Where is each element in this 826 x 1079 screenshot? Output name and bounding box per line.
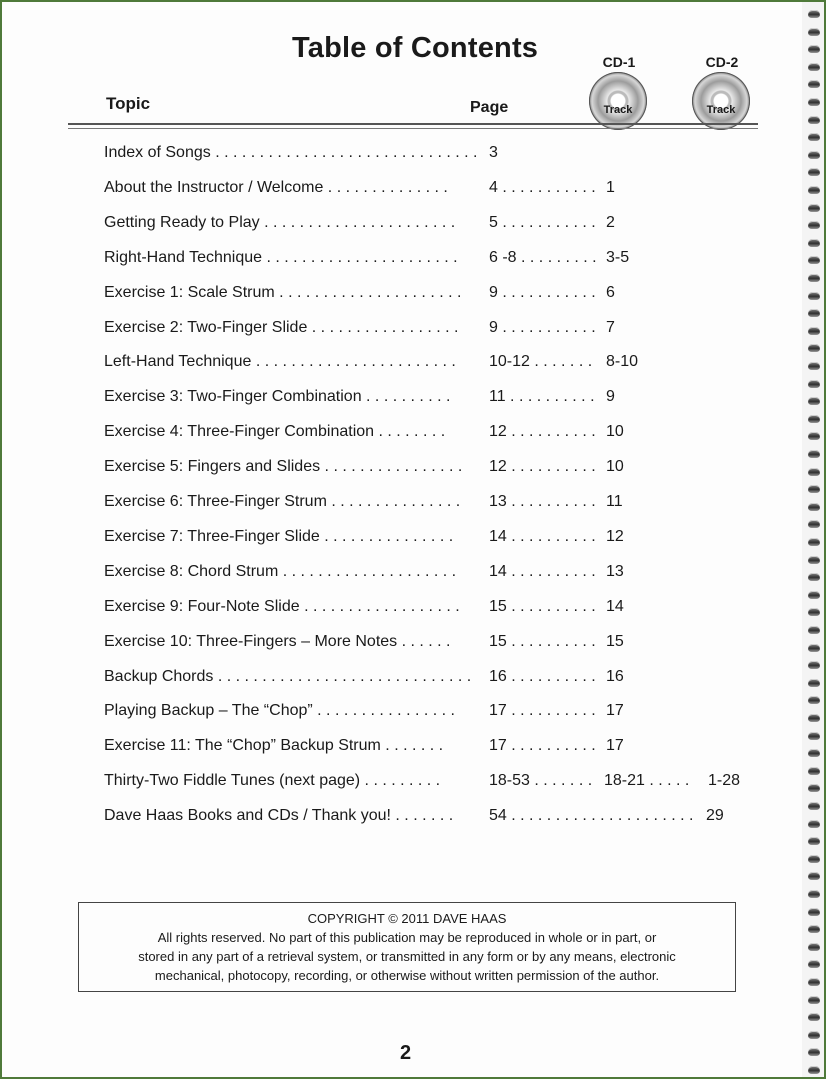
toc-row — [2, 144, 782, 166]
toc-page: 10-12 . . . . . . . — [489, 353, 593, 371]
spiral-binding-coil-icon — [808, 485, 820, 493]
toc-page: 18-53 . . . . . . . — [489, 772, 593, 790]
spiral-binding-coil-icon — [808, 1048, 820, 1056]
toc-row — [2, 563, 782, 585]
toc-page: 11 . . . . . . . . . . — [489, 388, 595, 406]
toc-page: 14 . . . . . . . . . . — [489, 562, 596, 580]
toc-row — [2, 423, 782, 445]
spiral-binding-coil-icon — [808, 204, 820, 212]
toc-row — [2, 737, 782, 759]
cd1-label: CD-1 — [602, 54, 636, 70]
toc-topic: Exercise 4: Three-Finger Combination . . . . . . . . — [104, 423, 446, 441]
toc-topic: Exercise 10: Three-Fingers – More Notes . . . . . . — [104, 632, 451, 650]
copyright-notice-line: All rights reserved. No part of this publication may be reproduced in whole or in part, or — [157, 930, 657, 945]
toc-row — [2, 702, 782, 724]
spiral-binding-coil-icon — [808, 749, 820, 757]
toc-page: 9 . . . . . . . . . . . — [489, 318, 596, 336]
spiral-binding-coil-icon — [808, 98, 820, 106]
spiral-binding-coil-icon — [808, 10, 820, 18]
toc-cd1-track: 12 — [606, 527, 624, 545]
spiral-binding-coil-icon — [808, 626, 820, 634]
toc-topic: Backup Chords . . . . . . . . . . . . . . . . . . . . . . . . . . . . . — [104, 667, 472, 685]
copyright-notice-line: mechanical, photocopy, recording, or otherwise without written permission of the author. — [154, 968, 660, 983]
toc-row — [2, 528, 782, 550]
spiral-binding-coil-icon — [808, 151, 820, 159]
toc-row — [2, 179, 782, 201]
toc-topic: Exercise 9: Four-Note Slide . . . . . . . . . . . . . . . . . . — [104, 597, 460, 615]
toc-cd1-track: 18-21 . . . . . — [604, 772, 690, 790]
spiral-binding-coil-icon — [808, 133, 820, 141]
spiral-binding-coil-icon — [808, 116, 820, 124]
toc-row — [2, 633, 782, 655]
toc-row — [2, 772, 782, 794]
spiral-binding-coil-icon — [808, 1031, 820, 1039]
toc-topic: Playing Backup – The “Chop” . . . . . . . . . . . . . . . . — [104, 702, 455, 720]
spiral-binding-coil-icon — [808, 415, 820, 423]
copyright-line: COPYRIGHT © 2011 DAVE HAAS — [307, 911, 507, 926]
toc-cd1-track: 8-10 — [606, 353, 639, 371]
spiral-binding-coil-icon — [808, 80, 820, 88]
spiral-binding-coil-icon — [808, 820, 820, 828]
spiral-binding-coil-icon — [808, 556, 820, 564]
toc-page: 4 . . . . . . . . . . . — [489, 178, 596, 196]
toc-row — [2, 284, 782, 306]
spiral-binding-coil-icon — [808, 538, 820, 546]
toc-page: 5 . . . . . . . . . . . — [489, 213, 596, 231]
toc-row — [2, 807, 782, 829]
toc-row — [2, 214, 782, 236]
header-rule-thick — [68, 123, 758, 125]
toc-cd1-track: 17 — [606, 737, 624, 755]
toc-cd1-track: 3-5 — [606, 248, 630, 266]
page-title: Table of Contents — [292, 32, 539, 64]
spiral-binding-coil-icon — [808, 28, 820, 36]
toc-cd1-track: 2 — [606, 213, 615, 231]
toc-page: 14 . . . . . . . . . . — [489, 527, 596, 545]
spiral-binding-coil-icon — [808, 1013, 820, 1021]
spiral-binding-coil-icon — [808, 696, 820, 704]
toc-topic: Thirty-Two Fiddle Tunes (next page) . . . . . . . . . — [104, 772, 441, 790]
toc-topic: Getting Ready to Play . . . . . . . . . . . . . . . . . . . . . . — [104, 213, 456, 231]
spiral-binding-coil-icon — [808, 221, 820, 229]
toc-row — [2, 249, 782, 271]
toc-row — [2, 598, 782, 620]
spiral-binding-coil-icon — [808, 239, 820, 247]
toc-cd1-track: 10 — [606, 458, 624, 476]
toc-cd1-track: 15 — [606, 632, 624, 650]
toc-cd2-track: 29 — [706, 807, 724, 825]
toc-row — [2, 319, 782, 341]
toc-page: 17 . . . . . . . . . . — [489, 702, 596, 720]
toc-topic: Left-Hand Technique . . . . . . . . . . . . . . . . . . . . . . . — [104, 353, 456, 371]
toc-row — [2, 353, 782, 375]
toc-cd1-track: 1 — [606, 178, 615, 196]
spiral-binding-coil-icon — [808, 573, 820, 581]
topic-column-header: Topic — [106, 94, 151, 113]
toc-topic: Exercise 1: Scale Strum . . . . . . . . . . . . . . . . . . . . . — [104, 283, 462, 301]
spiral-binding-coil-icon — [808, 890, 820, 898]
spiral-binding-coil-icon — [808, 591, 820, 599]
toc-topic: Exercise 8: Chord Strum . . . . . . . . . . . . . . . . . . . . — [104, 562, 457, 580]
toc-cd1-track: 10 — [606, 423, 624, 441]
toc-topic: Exercise 6: Three-Finger Strum . . . . . . . . . . . . . . . — [104, 493, 461, 510]
cd-disc-icon — [692, 72, 750, 130]
spiral-binding-coil-icon — [808, 855, 820, 863]
toc-topic: Exercise 3: Two-Finger Combination . . . . . . . . . . — [104, 388, 451, 406]
spiral-binding-coil-icon — [808, 256, 820, 264]
spiral-binding-coil-icon — [808, 450, 820, 458]
document-page — [2, 2, 802, 1077]
toc-topic: Exercise 2: Two-Finger Slide . . . . . . . . . . . . . . . . . — [104, 318, 459, 336]
cd2-header — [692, 54, 764, 134]
toc-topic: Exercise 7: Three-Finger Slide . . . . . . . . . . . . . . . — [104, 527, 454, 545]
spiral-binding-coil-icon — [808, 362, 820, 370]
toc-page: 13 . . . . . . . . . . — [489, 493, 596, 510]
toc-row — [2, 458, 782, 480]
spiral-binding-coil-icon — [808, 274, 820, 282]
toc-page: 3 — [489, 144, 498, 161]
cd1-header — [589, 54, 661, 134]
spiral-binding-coil-icon — [808, 309, 820, 317]
spiral-binding-coil-icon — [808, 292, 820, 300]
spiral-binding-coil-icon — [808, 925, 820, 933]
toc-topic: Index of Songs . . . . . . . . . . . . . . . . . . . . . . . . . . . . . . — [104, 144, 478, 161]
spiral-binding-coil-icon — [808, 908, 820, 916]
toc-cd1-track: 11 — [606, 493, 623, 510]
spiral-binding-coil-icon — [808, 802, 820, 810]
toc-row — [2, 388, 782, 410]
toc-page: 17 . . . . . . . . . . — [489, 737, 596, 755]
cd2-label: CD-2 — [705, 54, 739, 70]
spiral-binding-coil-icon — [808, 520, 820, 528]
page-column-header: Page — [470, 99, 509, 116]
toc-cd1-track: 6 — [606, 283, 615, 301]
spiral-binding-coil-icon — [808, 960, 820, 968]
spiral-binding-coil-icon — [808, 644, 820, 652]
spiral-binding-coil-icon — [808, 996, 820, 1004]
toc-row — [2, 493, 782, 515]
spiral-binding-coil-icon — [808, 344, 820, 352]
spiral-binding-coil-icon — [808, 45, 820, 53]
spiral-binding-coil-icon — [808, 978, 820, 986]
toc-page: 54 . . . . . . . . . . . . . . . . . . . . . — [489, 807, 694, 825]
spiral-binding-coil-icon — [808, 943, 820, 951]
toc-cd1-track: 14 — [606, 597, 624, 615]
toc-page: 15 . . . . . . . . . . — [489, 632, 596, 650]
spiral-binding-coil-icon — [808, 468, 820, 476]
spiral-binding-coil-icon — [808, 714, 820, 722]
toc-topic: Exercise 5: Fingers and Slides . . . . . . . . . . . . . . . . — [104, 458, 463, 476]
toc-row — [2, 668, 782, 690]
toc-page: 9 . . . . . . . . . . . — [489, 283, 596, 301]
spiral-binding-coil-icon — [808, 432, 820, 440]
copyright-box — [78, 902, 736, 992]
spiral-binding-coil-icon — [808, 767, 820, 775]
toc-page: 6 -8 . . . . . . . . . — [489, 248, 597, 266]
cd2-track-label: Track — [706, 104, 736, 116]
spiral-binding-coil-icon — [808, 784, 820, 792]
toc-topic: About the Instructor / Welcome . . . . . . . . . . . . . . — [104, 178, 448, 196]
toc-topic: Right-Hand Technique . . . . . . . . . . . . . . . . . . . . . . — [104, 248, 458, 266]
cd1-track-label: Track — [603, 104, 633, 116]
toc-topic: Exercise 11: The “Chop” Backup Strum . . . . . . . — [104, 737, 444, 755]
spiral-binding-coil-icon — [808, 732, 820, 740]
toc-page: 16 . . . . . . . . . . — [489, 667, 596, 685]
spiral-binding-coil-icon — [808, 397, 820, 405]
toc-cd1-track: 16 — [606, 667, 624, 685]
toc-topic: Dave Haas Books and CDs / Thank you! . . . . . . . — [104, 807, 454, 825]
cd-disc-icon — [589, 72, 647, 130]
spiral-binding-coil-icon — [808, 608, 820, 616]
toc-page: 12 . . . . . . . . . . — [489, 458, 596, 476]
spiral-binding-coil-icon — [808, 872, 820, 880]
toc-page: 12 . . . . . . . . . . — [489, 423, 596, 441]
spiral-binding-coil-icon — [808, 837, 820, 845]
spiral-binding — [802, 2, 824, 1077]
toc-cd1-track: 9 — [606, 388, 615, 406]
spiral-binding-coil-icon — [808, 327, 820, 335]
toc-cd1-track: 13 — [606, 562, 624, 580]
spiral-binding-coil-icon — [808, 168, 820, 176]
spiral-binding-coil-icon — [808, 186, 820, 194]
copyright-notice-line: stored in any part of a retrieval system, or transmitted in any form or by any means, electronic — [138, 949, 676, 964]
header-rule-thin — [68, 128, 758, 129]
spiral-binding-coil-icon — [808, 1066, 820, 1074]
page-number: 2 — [400, 1042, 412, 1064]
toc-cd1-track: 7 — [606, 318, 615, 336]
spiral-binding-coil-icon — [808, 63, 820, 71]
spiral-binding-coil-icon — [808, 661, 820, 669]
spiral-binding-coil-icon — [808, 380, 820, 388]
spiral-binding-coil-icon — [808, 679, 820, 687]
toc-cd2-track: 1-28 — [708, 772, 741, 790]
spiral-binding-coil-icon — [808, 503, 820, 511]
toc-page: 15 . . . . . . . . . . — [489, 597, 596, 615]
toc-cd1-track: 17 — [606, 702, 624, 720]
